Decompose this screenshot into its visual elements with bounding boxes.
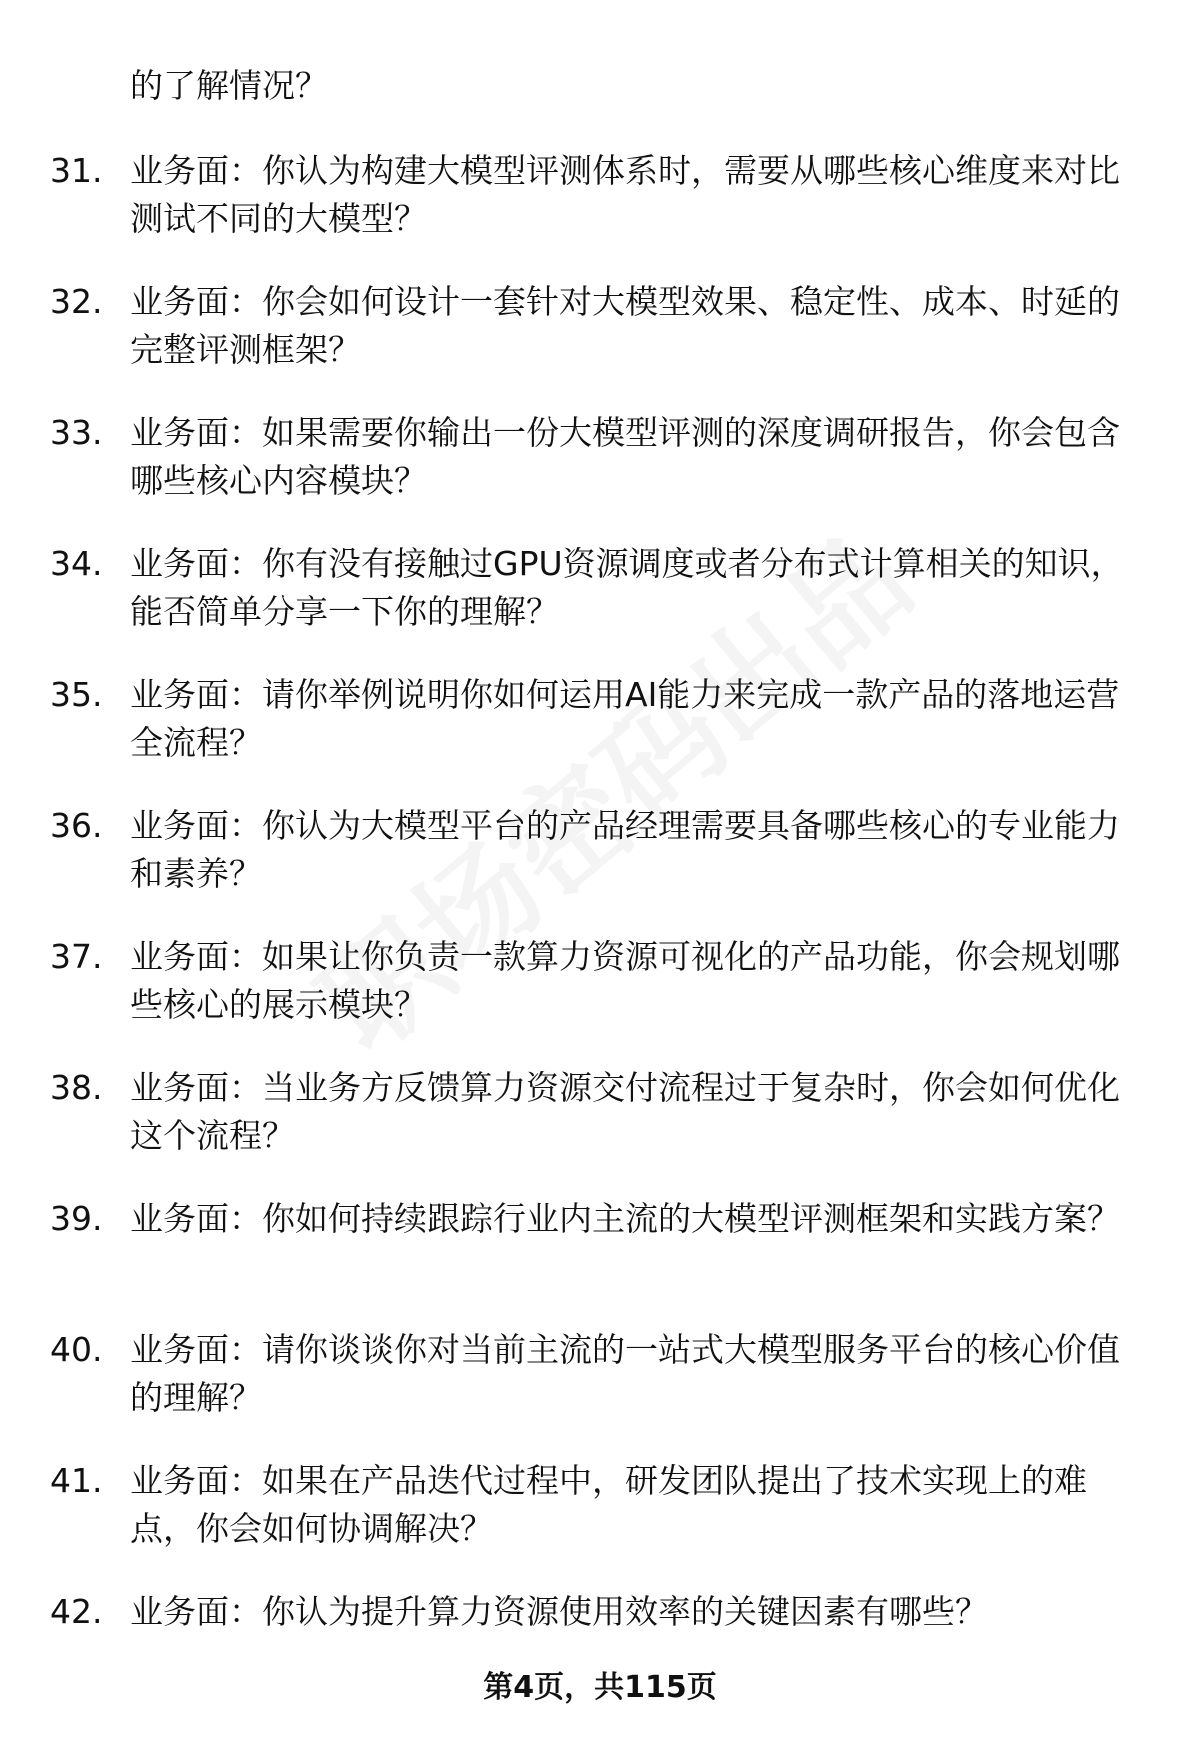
question-number: 33. <box>50 413 103 452</box>
question-number: 39. <box>50 1199 103 1238</box>
question-item <box>0 1588 1200 1648</box>
continuation-text: 的了解情况？ <box>130 66 328 105</box>
question-item <box>0 540 1200 671</box>
question-text: 业务面：你会如何设计一套针对大模型效果、稳定性、成本、时延的完整评测框架？ <box>130 282 1120 369</box>
question-item <box>0 147 1200 278</box>
question-text: 业务面：你认为大模型平台的产品经理需要具备哪些核心的专业能力和素养？ <box>130 806 1120 893</box>
question-item <box>0 409 1200 540</box>
question-item <box>0 1457 1200 1588</box>
question-text: 业务面：请你举例说明你如何运用AI能力来完成一款产品的落地运营全流程？ <box>130 675 1120 762</box>
question-text: 业务面：如果需要你输出一份大模型评测的深度调研报告，你会包含哪些核心内容模块？ <box>130 413 1120 500</box>
question-number: 41. <box>50 1461 103 1500</box>
question-text: 业务面：你如何持续跟踪行业内主流的大模型评测框架和实践方案？ <box>130 1199 1120 1238</box>
question-item <box>0 802 1200 933</box>
question-text: 业务面：你认为构建大模型评测体系时，需要从哪些核心维度来对比测试不同的大模型？ <box>130 151 1120 238</box>
question-number: 32. <box>50 282 103 321</box>
question-number: 36. <box>50 806 103 845</box>
question-text: 业务面：当业务方反馈算力资源交付流程过于复杂时，你会如何优化这个流程？ <box>130 1068 1120 1155</box>
question-number: 37. <box>50 937 103 976</box>
question-number: 31. <box>50 151 103 190</box>
question-item <box>0 671 1200 802</box>
question-text: 业务面：请你谈谈你对当前主流的一站式大模型服务平台的核心价值的理解？ <box>130 1330 1120 1417</box>
question-item <box>0 933 1200 1064</box>
question-text: 业务面：如果在产品迭代过程中，研发团队提出了技术实现上的难点，你会如何协调解决？ <box>130 1461 1087 1548</box>
question-item <box>0 278 1200 409</box>
question-item <box>0 1326 1200 1457</box>
question-item <box>0 1064 1200 1195</box>
question-number: 38. <box>50 1068 103 1107</box>
question-text: 业务面：你有没有接触过GPU资源调度或者分布式计算相关的知识，能否简单分享一下你的理解？ <box>130 544 1124 631</box>
question-text: 业务面：你认为提升算力资源使用效率的关键因素有哪些？ <box>130 1592 988 1631</box>
question-number: 35. <box>50 675 103 714</box>
question-number: 34. <box>50 544 103 583</box>
page-footer: 第4页，共115页 <box>483 1670 717 1705</box>
question-number: 42. <box>50 1592 103 1631</box>
question-number: 40. <box>50 1330 103 1369</box>
question-item <box>0 1195 1200 1326</box>
question-list <box>0 147 1200 1648</box>
question-text: 业务面：如果让你负责一款算力资源可视化的产品功能，你会规划哪些核心的展示模块？ <box>130 937 1120 1024</box>
